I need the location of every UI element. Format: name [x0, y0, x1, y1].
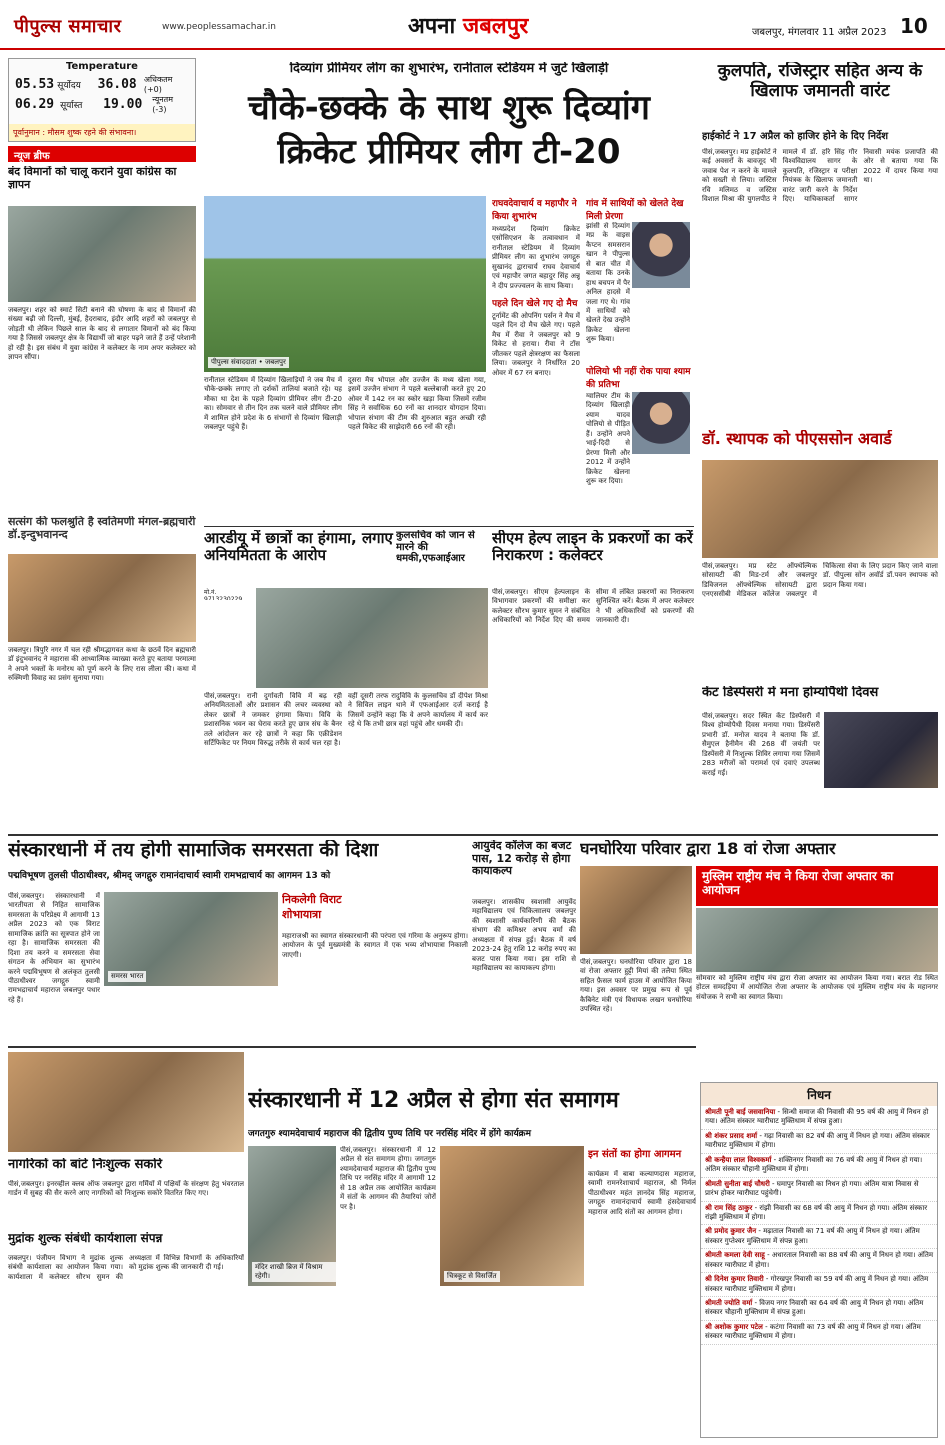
ayurved-text: जबलपुर। शासकीय स्वशासी आयुर्वेद महाविद्यालय एवं चिकित्सालय जबलपुर की स्वशासी कार्यकारिणी की बैठक संभाग की कमिश्नर अभय वर्मा की अध्यक्षता में संपन्न हुई। बैठक में वर्ष 2023-24 हेतु राशि 12 करोड़ रुपए का बजट पास किया गया। इस राशि से महाविद्यालय का कायाकल्प होगा।	[472, 898, 576, 973]
brief-1-photo	[8, 206, 196, 302]
roza-text: पीसं,जबलपुर। घनघोरिया परिवार द्वारा 18 वां रोजा अफ्तार हुट्टी मियां की तलैया स्थित सहित फ़ैसल फार्म हाउस में आयोजित किया गया। इस अवसर पर प्रमुख रूप से पूर्व कैबिनेट मंत्री एवं विधायक लखन घनघोरिया उपस्थित रहे।	[580, 958, 692, 1014]
lead-side-4-text: ग्वालियर टीम के दिव्यांग खिलाड़ी श्याम यादव पोलियो से पीड़ित हैं। उन्होंने अपने भाई-दिदी से प्रेरणा मिली और 2012 में उन्होंने क्रिकेट खेलना शुरू कर दिया।	[586, 392, 630, 485]
award-headline[interactable]: डॉ. स्थापक को पीएससोन अवार्ड	[702, 430, 892, 448]
section-title	[408, 10, 528, 40]
min-temp-label: न्यूनतम (-3)	[152, 95, 174, 114]
roza-sub-headline-block	[696, 866, 938, 906]
rdu-headline[interactable]: आरडीयू में छात्रों का हंगामा, लगाए अनियमितता के आरोप	[204, 530, 393, 565]
sakore-text: पीसं,जबलपुर। इनरव्हील क्लब ऑफ जबलपुर द्वारा गर्मियों में पक्षियों के संरक्षण हेतु भंवरताल गार्डन में सुबह की सैर करने आए नागरिकों को निःशुल्क सकोरे वितरित किए गए।	[8, 1180, 244, 1198]
min-temp: 19.00	[103, 96, 143, 112]
lead-side-4-photo	[632, 392, 690, 454]
rdu-side-headline[interactable]: कुलसचिव को जान से मारने की धमकी,एफआईआर	[396, 530, 475, 564]
lead-side-2-text: टूर्नामेंट की ओपनिंग पर्सन ने मैच में पहले दिन दो मैच खेले गए। पहले मैच में रीवा ने जबलपुर को 9 विकेट से हराया। रीवा ने टॉस जीतकर पहले क्षेत्ररक्षण का फैसला लिया। जबलपुर ने निर्धारित 20 ओवर में 67 रन बनाए।	[492, 312, 580, 377]
obituary-text: - शक्तिनगर निवासी का 76 वर्ष की आयु में निधन हो गया। अंतिम संस्कार चौहानी मुक्तिधाम में होगा।	[705, 1155, 923, 1174]
obituary-name: श्रीमती कमला देवी साहू	[705, 1251, 765, 1260]
temperature-box	[8, 58, 196, 142]
roza-headline[interactable]: घनघोरिया परिवार द्वारा 18 वां रोजा अफ्तार	[580, 840, 836, 858]
samrasta-side-text: महाराजश्री का स्वागत संस्कारधानी की परंपरा एवं गरिमा के अनुरूप होगा। आयोजन के पूर्व मुख्यमंत्री के स्वागत में एक भव्य शोभायात्रा निकाली जाएगी।	[282, 932, 468, 959]
obituary-name: श्री राम सिंह ठाकुर	[705, 1203, 753, 1212]
lead-side-2-headline: पहले दिन खेले गए दो मैच	[492, 299, 578, 309]
homeopathy-headline-block	[702, 686, 938, 710]
award-photo	[702, 460, 938, 558]
temperature-row	[9, 94, 195, 114]
cm-headline[interactable]: सीएम हेल्प लाइन के प्रकरणों का करें निराकरण : कलेक्टर	[492, 530, 693, 565]
award-text: पीसं,जबलपुर। मप्र स्टेट ऑफ्थेल्मिक सोसायटी की मिड-टर्म और जबलपुर डिविजनल ऑफ्थेल्मिक सोसायटी द्वारा एनएससीबी मेडिकल कॉलेज जबलपुर में चिकित्सा सेवा के लिए प्रदान किए जाने वाला डॉ. पीपुल्स सोन अवॉर्ड डॉ.पवन स्थापक को प्रदान किया गया।	[702, 562, 938, 599]
obituary-text: - कटंगा निवासी का 73 वर्ष की आयु में निधन हो गया। अंतिम संस्कार ग्वारीघाट मुक्तिधाम में होगा।	[705, 1322, 921, 1341]
warrant-text: पीसं,जबलपुर। मप्र हाईकोर्ट ने कई अवसरों के बावजूद भी जवाब पेश न करने के मामले को सख्ती से लिया। जस्टिस रवि मलिमठ व जस्टिस विशाल मिश्रा की युगलपीठ ने मामले में डॉ. हरि सिंह गौर विश्वविद्यालय सागर के कुलपति, रजिस्ट्रार व परीक्षा नियंत्रक के खिलाफ जमानती वारंट जारी करने के निर्देश दिए। याचिकाकर्ता सागर निवासी मयंक प्रजापति की ओर से बताया गया कि 2022 में दायर किया गया था।	[702, 148, 938, 204]
dateline: जबलपुर, मंगलवार 11 अप्रैल 2023	[752, 27, 887, 38]
obituary-item	[701, 1297, 937, 1321]
lead-kicker: दिव्यांग प्रीमियर लीग का शुभारंभ, रानीताल स्टेडियम में जुटे खिलाड़ी	[289, 62, 609, 76]
lead-side-1-text: मध्यप्रदेश दिव्यांग क्रिकेट एसोसिएशन के तत्वावधान में रानीताल स्टेडियम में दिव्यांग प्रीमियर लीग का शुभारंभ जगद्गुरु सुखानंद द्वाराचार्य राघव देवाचार्य एवं महापौर जगत बहादुर सिंह अन्नू ने दीप प्रज्ज्वलन के साथ किया।	[492, 225, 580, 290]
samrasta-subhead: पद्मविभूषण तुलसी पीठाधीश्वर, श्रीमद् जगद्गुरु रामानंदाचार्य स्वामी रामभद्राचार्य का आगमन 13 को	[8, 871, 331, 881]
samagam-headline-block	[248, 1088, 696, 1124]
sunrise-time: 05.53	[15, 76, 55, 92]
masthead	[0, 0, 945, 50]
lead-text-col2: दूसरा मैच भोपाल और उज्जैन के मध्य खेला गया, इसमें उज्जैन संभाग ने पहले बल्लेबाजी करते हुए 20 ओवर में 142 रन का स्कोर खड़ा किया जिसमें रजीम सिंह ने सर्वाधिक 60 रनों का शानदार योगदान दिया। भोपाल संभाग की टीम की शुरुआत बहुत अच्छी रही पहले विकेट की साझेदारी 66 रनों की रही।	[348, 376, 486, 432]
samagam-side-headline-block	[588, 1146, 696, 1170]
lead-side-3-photo	[632, 222, 690, 288]
cm-text: पीसं,जबलपुर। सीएम हेल्पलाइन के विभागवार प्रकरणों की समीक्षा कर कलेक्टर सौरभ कुमार सुमन ने संबंधित अधिकारियों को निर्देश दिए की समय सीमा में लंबित प्रकरणों का निराकरण सुनिश्चित करें। बैठक में अपर कलेक्टर ने भी अधिकारियों को प्रकरणों की जानकारी दी।	[492, 588, 694, 625]
obituary-text: - गोरखपुर निवासी का 59 वर्ष की आयु में निधन हो गया। अंतिम संस्कार ग्वारीघाट मुक्तिधाम में होगा।	[705, 1275, 929, 1293]
obituary-item	[701, 1178, 937, 1202]
section-suffix: जबलपुर	[462, 14, 529, 39]
samrasta-side-headline-block	[282, 892, 372, 932]
samagam-side-text: कार्यक्रम में बाबा कल्याणदास महाराज, स्वामी रामनरेशाचार्य महाराज, श्री निर्मल पीठाधीश्वर महंत ज्ञानदेव सिंह महाराज, जगद्गुरु रामानंदाचार्य स्वामी हंसदेवाचार्य महाराज आदि संतों का आगमन होगा।	[588, 1170, 696, 1216]
brief-2-text: जबलपुर। त्रिपुरि नगर में चल रही श्रीमद्भागवत कथा के छठवें दिन ब्रह्मचारी डॉ इंदुभवानंद ने महारास की आध्यात्मिक व्याख्या करते हुए बताया परमात्मा ने अपने भक्तों के मनोरथ को पूर्ण करने के लिए रास लीला की। कथा में रुक्मिणी विवाह का प्रसंग सुनाया गया।	[8, 646, 196, 683]
reporter-tag: मो.नं. 9713230229	[204, 589, 243, 600]
stamp-headline-block	[8, 1232, 244, 1252]
lead-side-3-headline: गांव में साथियों को खेलते देख मिली प्रेरणा	[586, 199, 684, 220]
forecast: पूर्वानुमान : मौसम शुष्क रहने की संभावना।	[9, 124, 195, 141]
cm-headline-block	[492, 530, 694, 586]
obituary-item	[701, 1106, 937, 1130]
temperature-title: Temperature	[66, 61, 138, 72]
temperature-row	[9, 74, 195, 94]
sunrise-label: सूर्योदय	[57, 80, 81, 91]
homeopathy-photo	[824, 712, 938, 788]
obituary-item	[701, 1273, 937, 1297]
samagam-side-headline: इन संतों का होगा आगमन	[588, 1149, 682, 1160]
lead-side-1-headline: राघवदेवाचार्य व महापौर ने किया शुभारंभ	[492, 199, 577, 222]
samagam-photo	[248, 1146, 336, 1286]
obituary-item	[701, 1249, 937, 1273]
ayurved-headline-block	[472, 840, 576, 896]
obituary-text: - घमापुर निवासी का निधन हो गया। अंतिम यात्रा निवास से प्रारंभ होकर ग्वारीघाट पहुंचेगी।	[705, 1179, 919, 1198]
samagam-subhead: जगतगुरु श्यामदेवाचार्य महाराज की द्वितीय पुण्य तिथि पर नरसिंह मंदिर में होंगे कार्यक्रम	[248, 1129, 531, 1139]
obituary-text: - विजय नगर निवासी का 64 वर्ष की आयु में निधन हो गया। अंतिम संस्कार चौहानी मुक्तिधाम में संपन्न हुआ।	[705, 1299, 924, 1317]
stamp-headline[interactable]: मुद्रांक शुल्क संबंधी कार्यशाला संपन्न	[8, 1232, 163, 1245]
samrasta-photo	[104, 892, 278, 986]
obituary-item	[701, 1321, 937, 1345]
obituary-name: श्री शंकर प्रसाद शर्मा	[705, 1131, 758, 1140]
lead-headline[interactable]: चौके-छक्के के साथ शुरू दिव्यांग क्रिकेट प्रीमियर लीग टी-20	[248, 88, 650, 173]
samagam-portrait-photo	[8, 1052, 244, 1152]
obituary-name: श्री दिनेश कुमार तिवारी	[705, 1275, 764, 1284]
lead-side-2	[492, 296, 580, 516]
obituary-item	[701, 1202, 937, 1226]
sunset-label: सूर्यास्त	[60, 100, 83, 111]
lead-photo-caption: पीपुल्स संवाददाता • जबलपुर	[208, 357, 289, 368]
brief-1-headline[interactable]: बंद विमानों को चालू कराने युवा कांग्रेस का ज्ञापन	[8, 166, 177, 191]
section-prefix: अपना	[408, 14, 456, 39]
homeopathy-headline[interactable]: केंट डिस्पेंसरी में मना होम्योपैथी दिवस	[702, 686, 879, 700]
samagam-photo-2	[440, 1146, 584, 1286]
brief-1-text: जबलपुर। शहर को स्मार्ट सिटी बनाने की घोषणा के बाद से विमानों की संख्या बढ़ी जो दिल्ली, मुंबई, हैदराबाद, इंदौर आदि शहरों को जबलपुर से जोड़ती थी लेकिन पिछले साल के बाद से लगातार विमानों को बंद किया गया है जिससे जबलपुर क्षेत्र के विद्यार्थी जो बाहर पढ़ने जाते हैं उन्हें परेशानी हो रही है। इस संबंध में युवा कांग्रेस ने कलेक्टर के नाम अपर कलेक्टर को ज्ञापन सौंपा।	[8, 306, 196, 362]
obituary-text: - अधारताल निवासी का 88 वर्ष की आयु में निधन हो गया। अंतिम संस्कार ग्वारीघाट में होगा।	[705, 1251, 934, 1269]
samrasta-photo-caption: समरस भारत	[108, 971, 146, 982]
warrant-headline[interactable]: कुलपति, रजिस्ट्रार सहित अन्य के खिलाफ जमानती वारंट	[717, 62, 923, 101]
max-temp: 36.08	[97, 76, 137, 92]
divider	[8, 834, 938, 836]
brief-2-headline-block	[8, 516, 196, 552]
divider	[8, 1046, 696, 1048]
rdu-headline-block	[204, 530, 394, 586]
samrasta-headline-block	[8, 840, 468, 868]
rdu-text: पीसं,जबलपुर। रानी दुर्गावती विवि में बढ़ रही अनियमितताओं और प्रशासन की लचर व्यवस्था को लेकर छात्रों ने जमकर हंगामा किया। विवि के प्रशासनिक भवन का घेराव करते हुए छात्र संघ के बैनर तले आंदोलन कर रहे छात्रों ने कहा कि एक्रीडेशन सर्टिफिकेट पर नियम विरुद्ध तरीके से कार्य चल रहा है।	[204, 692, 342, 748]
ayurved-headline[interactable]: आयुर्वेद कॉलेज का बजट पास, 12 करोड़ से होगा कायाकल्प	[472, 840, 572, 878]
rdu-side-headline-block	[396, 530, 488, 586]
brief-2-photo	[8, 554, 196, 642]
sakore-headline-block	[8, 1158, 244, 1178]
warrant-subhead-block	[702, 128, 938, 144]
lead-photo	[204, 196, 486, 372]
samagam-subhead-block	[248, 1126, 696, 1142]
samagam-text: पीसं,जबलपुर। संस्कारधानी में 12 अप्रैल से संत समागम होगा। जगतगुरु श्यामदेवाचार्य महाराज की द्वितीय पुण्य तिथि पर नरसिंह मंदिर में आगामी 12 से 18 अप्रैल तक आयोजित कार्यक्रम में संतों के आगमन की तैयारियां जोरों पर है।	[340, 1146, 436, 1211]
homeopathy-text: पीसं,जबलपुर। सदर स्थित केंट डिस्पेंसरी में विश्व होम्योपैथी दिवस मनाया गया। डिस्पेंसरी प्रभारी डॉ. मनोज यादव ने बताया कि डॉ. सैमुएल हैनीमैन की 268 वीं जयंती पर डिस्पेंसरी में निःशुल्क शिविर लगाया गया जिसमें 283 मरीजों को परामर्श एवं दवाएं उपलब्ध कराई गईं।	[702, 712, 820, 777]
rdu-photo	[256, 588, 488, 688]
obituary-text: - मढ़ाताल निवासी का 71 वर्ष की आयु में निधन हो गया। अंतिम संस्कार गुप्तेश्वर मुक्तिधाम में संपन्न हुआ।	[705, 1227, 920, 1245]
lead-side-4-headline: पोलियो भी नहीं रोक पाया श्याम की प्रतिभा	[586, 367, 691, 388]
page-number: 10	[900, 14, 928, 38]
lead-headline-block	[204, 86, 694, 194]
brief-2-headline[interactable]: सत्संग की फलश्रुति है स्वतिमणी मंगल-ब्रह्मचारी डॉ.इन्दुभवानन्द	[8, 516, 196, 541]
obituary-item	[701, 1130, 937, 1154]
obituary-item	[701, 1225, 937, 1249]
award-headline-block	[702, 430, 938, 458]
website-link[interactable]: www.peoplessamachar.in	[162, 22, 276, 32]
rdu-side-text: वहीं दूसरी तरफ रादुविवि के कुलसचिव डॉ दीपेश मिश्रा ने सिविल लाइन थाने में एफआईआर दर्ज कराई है जिसमें उन्होंने कहा कि वे अपने कार्यालय में कार्य कर रहे थे कि तभी छात्र वहां पहुंचे और धमकी दी।	[348, 692, 488, 729]
samrasta-headline[interactable]: संस्कारधानी में तय होगी सामाजिक समरसता की दिशा	[8, 840, 379, 861]
max-temp-label: अधिकतम (+0)	[143, 75, 173, 94]
obituary-name: श्री कन्हैया लाल विश्वकर्मा	[705, 1155, 772, 1164]
roza-headline-block	[580, 840, 938, 864]
samagam-headline[interactable]: संस्कारधानी में 12 अप्रैल से होगा संत समागम	[248, 1088, 619, 1113]
lead-side-3-text: झांसी से दिव्यांग मप्र के वाइस कैप्टन समसरान खान ने पीपुल्स से बात चीत में बताया कि उनके हाथ बचपन में पैर अनिल हादसे में जला गए थे। गांव में साथियों को खेलते देख उन्होंने क्रिकेट खेलना शुरू किया।	[586, 222, 630, 344]
stamp-text: जबलपुर। पंजीयन विभाग ने मुद्रांक शुल्क संबंधी कार्यशाला का आयोजन किया गया। कार्यशाला में कलेक्टर सौरभ सुमन की अध्यक्षता में विभिन्न विभागों के अधिकारियों को मुद्रांक शुल्क की जानकारी दी गई।	[8, 1254, 244, 1281]
obituary-box	[700, 1082, 938, 1438]
roza-sub-headline[interactable]: मुस्लिम राष्ट्रीय मंच ने किया रोजा अफ्तार का आयोजन	[702, 869, 894, 897]
roza-sub-photo	[696, 908, 938, 972]
obituary-name: श्रीमती सुनीता बाई चौधरी	[705, 1179, 770, 1188]
news-brief-label: न्यूज ब्रीफ	[8, 146, 196, 162]
samagam-photo2-caption: चित्रकूट से विसर्जित	[444, 1271, 500, 1282]
samrasta-side-headline: निकलेगी विराट शोभायात्रा	[282, 893, 342, 921]
warrant-headline-block	[702, 62, 938, 128]
obituary-text: - सिन्धी समाज की निवासी की 95 वर्ष की आयु में निधन हो गया। अंतिम संस्कार ग्वारीघाट मुक्तिधाम में संपन्न हुआ।	[705, 1108, 929, 1126]
obituary-item	[701, 1154, 937, 1178]
obituary-name: श्री प्रमोद कुमार जैन	[705, 1227, 757, 1236]
lead-side-4-head	[586, 364, 692, 388]
sakore-headline[interactable]: नागरिकों को बांटे निःशुल्क सकोरे	[8, 1158, 163, 1172]
brand-logo: पीपुल्स समाचार	[14, 16, 122, 37]
obituary-name: श्री अशोक कुमार पटेल	[705, 1322, 763, 1331]
obituary-title: निधन	[701, 1083, 937, 1106]
lead-side-3-head	[586, 196, 692, 220]
roza-photo	[580, 866, 692, 954]
sunset-time: 06.29	[15, 96, 55, 112]
samrasta-subhead-block	[8, 868, 468, 888]
brief-1-headline-block	[8, 166, 196, 206]
samagam-photo-caption: मंदिर शाखी ब्रिज में विश्राम रहेगी।	[252, 1262, 336, 1282]
lead-kicker-block	[204, 62, 694, 82]
samrasta-text: पीसं,जबलपुर। संस्कारधानी में भारतीयता से निहित सामाजिक समरसता के परिप्रेक्ष्य में आगामी 13 अप्रैल 2023 को एक विराट सामाजिक क्रांति का सूत्रपात होने जा रहा है। सामाजिक समरसता की दिशा तय करने व समरसता सेवा संगठन के अभियान का सुभारंभ करने पद्मविभूषण से अलंकृत तुलसी पीठाधीश्वर जगद्गुरु स्वामी रामभद्राचार्य महाराज जबलपुर पधार रहे हैं।	[8, 892, 100, 1004]
obituary-name: श्रीमती ज्योति वर्मा	[705, 1299, 753, 1307]
divider	[204, 526, 694, 527]
roza-sub-text: सोमवार को मुस्लिम राष्ट्रीय मंच द्वारा रोजा अफ्तार का आयोजन किया गया। बरात रोड स्थित होटल समदड़िया में आयोजित रोजा अफ्तार के आयोजक एवं मुस्लिम राष्ट्रीय मंच के महानगर संयोजक ने सभी का स्वागत किया।	[696, 974, 938, 1001]
obituary-name: श्रीमती पूनी बाई जसवानिया	[705, 1108, 776, 1116]
obituary-text: - गढ़ा निवासी का 82 वर्ष की आयु में निधन हो गया। अंतिम संस्कार ग्वारीघाट मुक्तिधाम में होगा।	[705, 1131, 930, 1150]
obituary-text: - रांझी निवासी का 68 वर्ष की आयु में निधन हो गया। अंतिम संस्कार रांझी मुक्तिधाम में होगा।	[705, 1203, 928, 1221]
lead-text-col1: रानीताल स्टेडियम में दिव्यांग खिलाड़ियों ने जब मैच में चौके-छक्के लगाए तो दर्शकों तालियां बजाते रहे। यह मौका था देश के पहले दिव्यांग प्रीमियर लीग टी-20 का। सोमवार से तीन दिन तक चलने वाले प्रीमियर लीग में शामिल होने प्रदेश के 6 संभागों से दिव्यांग खिलाड़ी जबलपुर पहुंचे हैं।	[204, 376, 342, 432]
warrant-subhead: हाईकोर्ट ने 17 अप्रैल को हाजिर होने के दिए निर्देश	[702, 131, 889, 142]
